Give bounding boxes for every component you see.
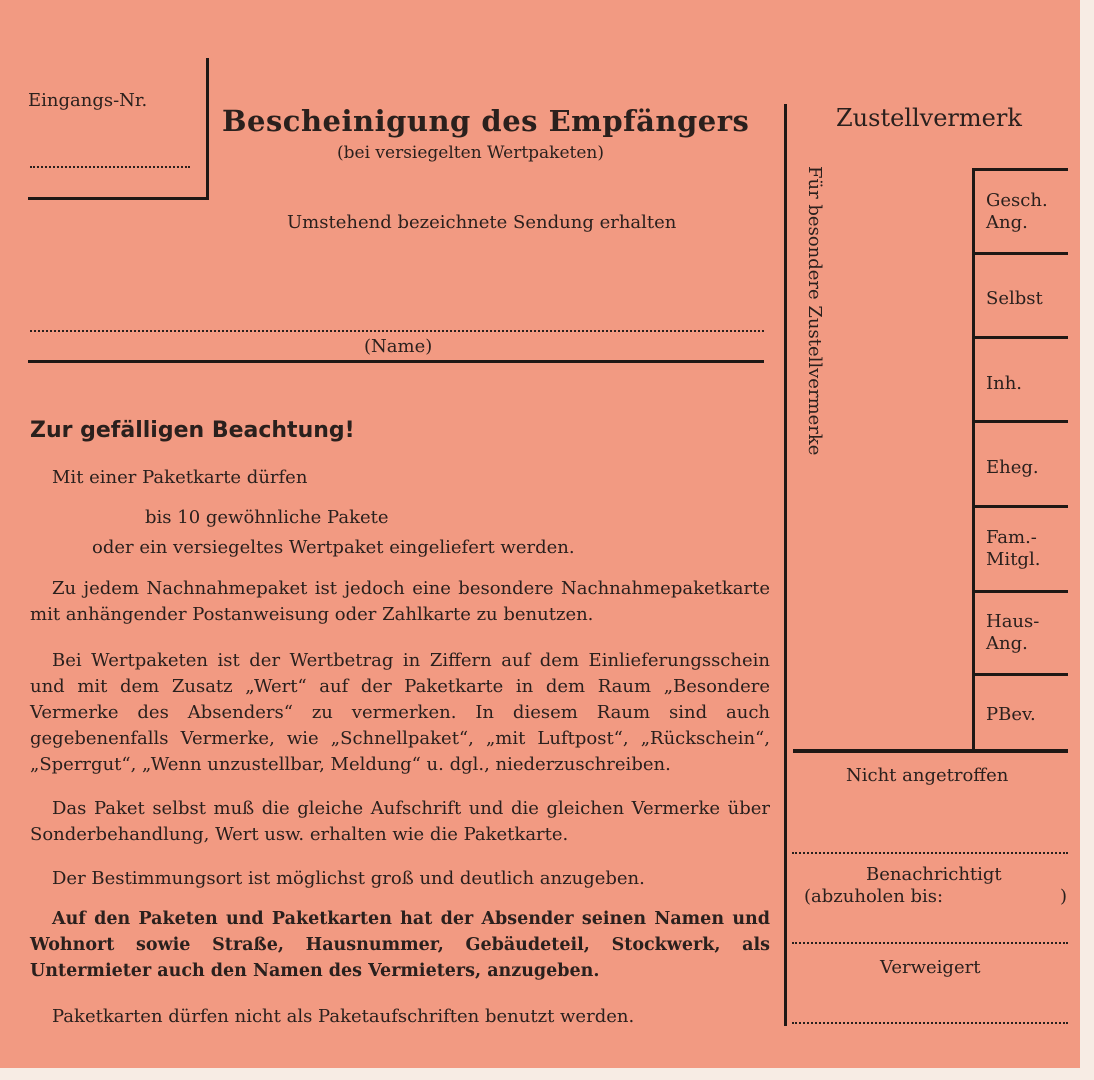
notice-heading: Zur gefälligen Beachtung! — [30, 418, 355, 443]
cells-divider-4 — [972, 505, 1068, 508]
cell-pbev: PBev. — [986, 704, 1036, 725]
delivery-vertical-label: Für besondere Zustellvermerke — [804, 166, 825, 456]
cell-fam-mitgl — [986, 527, 1040, 571]
cells-top-border — [972, 168, 1068, 171]
cell-eheg: Eheg. — [986, 457, 1039, 478]
verweigert-dotted-line — [792, 1022, 1068, 1024]
sender-paragraph — [30, 906, 770, 984]
cells-bottom-border — [793, 749, 1068, 753]
verweigert-label: Verweigert — [880, 957, 981, 978]
main-divider — [784, 104, 787, 1026]
cells-divider-1 — [972, 252, 1068, 255]
notice-line-1: Mit einer Paketkarte dürfen — [52, 467, 308, 488]
nicht-angetroffen-dotted-line — [792, 852, 1068, 854]
sender-paragraph-text: Auf den Paketen und Paketkarten hat der Absender seinen Namen und Wohnort sowie Straße, Hausnummer, Gebäudeteil, Stockwerk, als Untermieter auch den Namen des Vermieters, anzugeben. — [30, 909, 770, 981]
delivery-title: Zustellvermerk — [836, 104, 1022, 132]
received-text: Umstehend bezeichnete Sendung erhalten — [287, 212, 677, 233]
notice-line-2: bis 10 gewöhnliche Pakete — [145, 507, 389, 528]
eingangs-nr-dotted-line — [30, 166, 190, 168]
abzuholen-close-paren: ) — [1060, 886, 1068, 907]
cells-divider-3 — [972, 420, 1068, 423]
cell-gesch-ang — [986, 190, 1048, 234]
cell-gesch-line-1: Gesch. — [986, 190, 1048, 211]
benachrichtigt-label: Benachrichtigt — [866, 864, 1002, 885]
cells-divider-2 — [972, 336, 1068, 339]
cell-selbst: Selbst — [986, 288, 1043, 309]
eingangs-nr-label: Eingangs-Nr. — [28, 90, 148, 111]
cell-fam-line-2: Mitgl. — [986, 549, 1041, 570]
name-solid-line — [28, 360, 764, 363]
name-label: (Name) — [364, 336, 433, 357]
cell-fam-line-1: Fam.- — [986, 527, 1037, 548]
page-subtitle: (bei versiegelten Wertpaketen) — [337, 143, 605, 163]
notice-line-3: oder ein versiegeltes Wertpaket eingeliefert werden. — [92, 537, 575, 558]
labels-paragraph-text: Paketkarten dürfen nicht als Paketaufschriften benutzt werden. — [52, 1006, 635, 1027]
name-dotted-line — [30, 330, 764, 332]
cell-gesch-line-2: Ang. — [986, 212, 1028, 233]
nicht-angetroffen-label: Nicht angetroffen — [846, 765, 1009, 786]
cell-haus-line-2: Ang. — [986, 633, 1028, 654]
page-title: Bescheinigung des Empfängers — [222, 104, 750, 138]
cell-haus-line-1: Haus- — [986, 611, 1040, 632]
abzuholen-label: (abzuholen bis: — [804, 886, 944, 907]
cod-paragraph — [30, 576, 770, 628]
destination-paragraph — [30, 866, 770, 892]
same-paragraph-text: Das Paket selbst muß die gleiche Aufschrift und die gleichen Vermerke über Sonderbehandlung, Wert usw. erhalten wie die Paketkarte. — [30, 798, 770, 845]
cells-divider-6 — [972, 673, 1068, 676]
cell-inh: Inh. — [986, 373, 1023, 394]
destination-paragraph-text: Der Bestimmungsort ist möglichst groß und deutlich anzugeben. — [52, 868, 645, 889]
cells-left-border — [972, 168, 975, 750]
eingangs-box-right-border — [206, 58, 209, 198]
cell-haus-ang — [986, 611, 1039, 655]
benachrichtigt-dotted-line — [792, 942, 1068, 944]
labels-paragraph — [30, 1004, 770, 1030]
value-paragraph-text: Bei Wertpaketen ist der Wertbetrag in Ziffern auf dem Einlieferungsschein und mit dem Zusatz „Wert“ auf der Paketkarte in dem Raum „Besondere Vermerke des Absenders“ zu vermerken. In diesem Raum sind auch gegebenenfalls Vermerke, wie „Schnellpaket“, „mit Luftpost“, „Rückschein“, „Sperrgut“, „Wenn unzustellbar, Meldung“ u. dgl., niederzuschreiben. — [30, 650, 770, 775]
cod-paragraph-text: Zu jedem Nachnahmepaket ist jedoch eine besondere Nachnahmepaketkarte mit anhängender Postanweisung oder Zahlkarte zu benutzen. — [30, 578, 770, 625]
value-paragraph — [30, 648, 770, 778]
cells-divider-5 — [972, 590, 1068, 593]
same-paragraph — [30, 796, 770, 848]
eingangs-box-bottom-border — [28, 197, 209, 200]
